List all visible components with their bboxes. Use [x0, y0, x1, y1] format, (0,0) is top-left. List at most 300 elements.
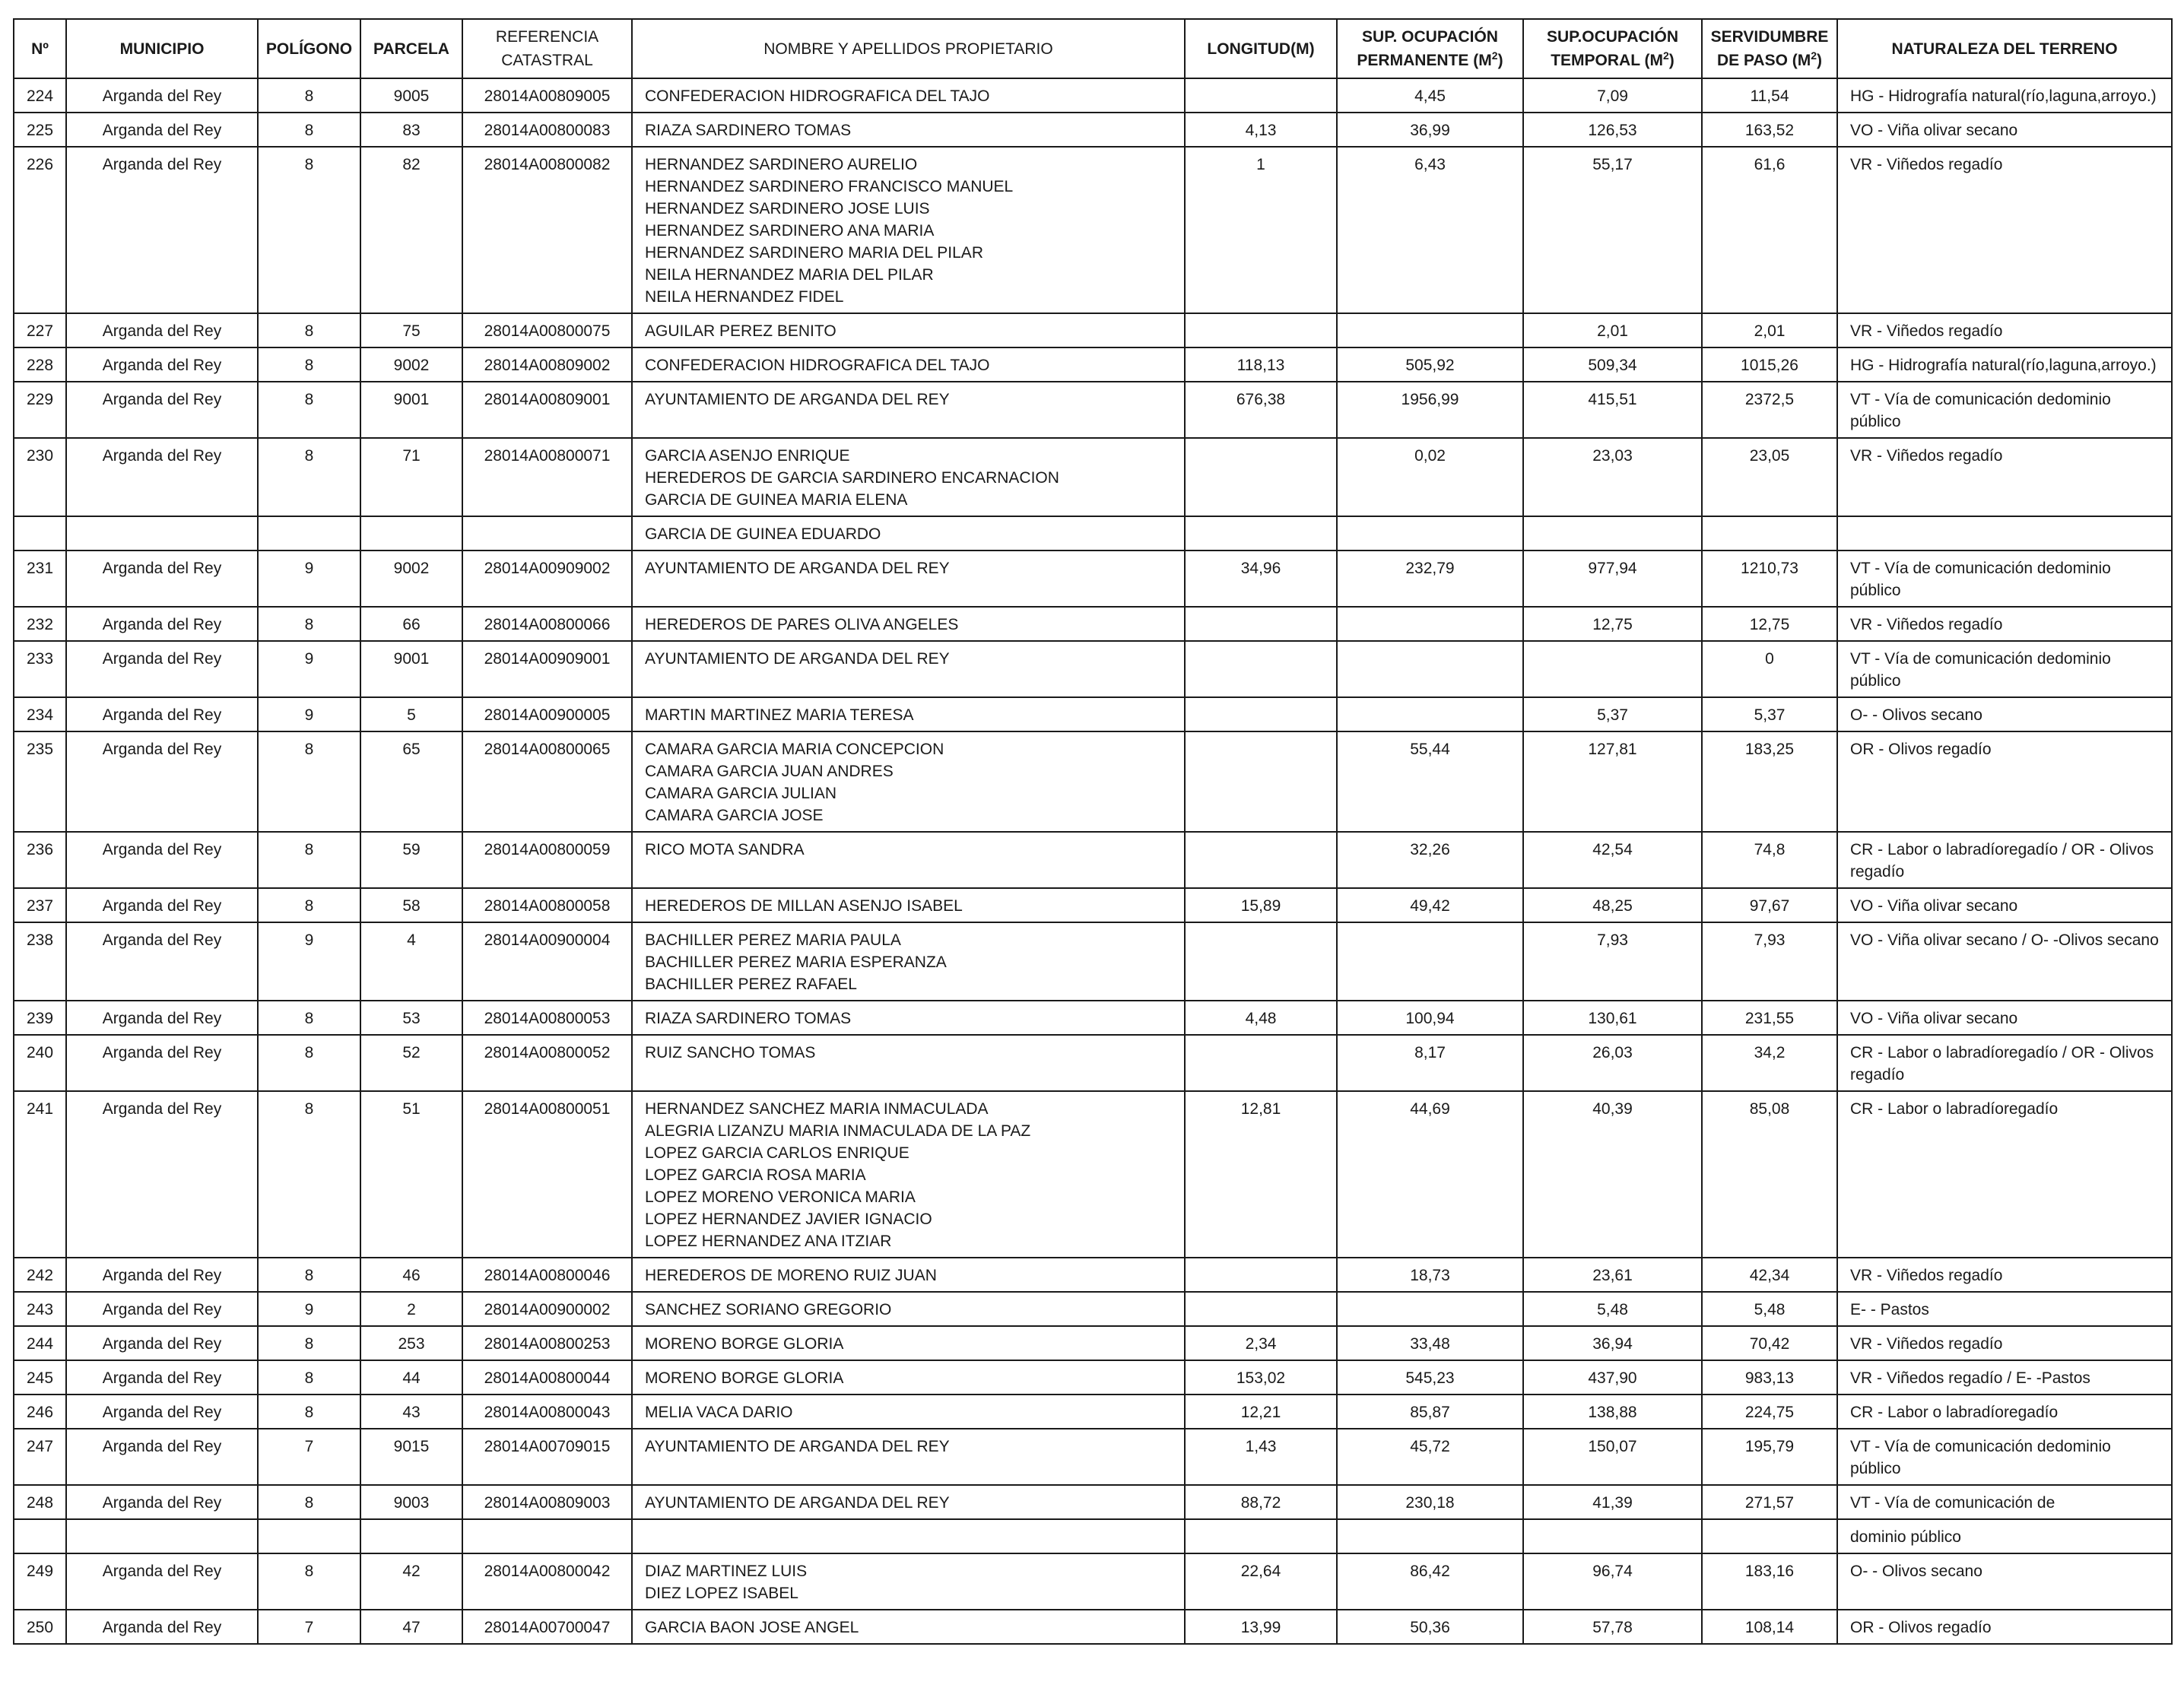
- cell-longitud: 13,99: [1185, 1610, 1337, 1644]
- cell-no: 229: [14, 382, 66, 438]
- cell-no: 240: [14, 1035, 66, 1091]
- cell-referencia: 28014A00709015: [462, 1429, 632, 1485]
- cell-naturaleza: VT - Vía de comunicación dedominio público: [1837, 551, 2172, 607]
- cell-owners: AYUNTAMIENTO DE ARGANDA DEL REY: [632, 1485, 1185, 1519]
- cell-naturaleza: VR - Viñedos regadío: [1837, 313, 2172, 347]
- cell-naturaleza: VT - Vía de comunicación dedominio público: [1837, 641, 2172, 697]
- cell-longitud: [1185, 516, 1337, 551]
- cell-naturaleza: O- - Olivos secano: [1837, 697, 2172, 731]
- cell-owners: GARCIA BAON JOSE ANGEL: [632, 1610, 1185, 1644]
- cell-parcela: 83: [360, 113, 462, 147]
- cell-sup-permanente: 18,73: [1337, 1258, 1523, 1292]
- cell-municipio: Arganda del Rey: [66, 607, 258, 641]
- cell-sup-temporal: 5,37: [1523, 697, 1702, 731]
- header-sup-permanente: [1337, 19, 1523, 78]
- cell-referencia: 28014A00800042: [462, 1553, 632, 1610]
- cell-servidumbre: 7,93: [1702, 922, 1837, 1001]
- cell-parcela: 75: [360, 313, 462, 347]
- cell-municipio: Arganda del Rey: [66, 1292, 258, 1326]
- cell-municipio: Arganda del Rey: [66, 551, 258, 607]
- cell-servidumbre: 85,08: [1702, 1091, 1837, 1258]
- cell-owners: RUIZ SANCHO TOMAS: [632, 1035, 1185, 1091]
- cell-longitud: [1185, 1258, 1337, 1292]
- cell-owners: CONFEDERACION HIDROGRAFICA DEL TAJO: [632, 78, 1185, 113]
- cell-servidumbre: 5,48: [1702, 1292, 1837, 1326]
- cell-sup-temporal: 7,93: [1523, 922, 1702, 1001]
- cell-owners: AYUNTAMIENTO DE ARGANDA DEL REY: [632, 1429, 1185, 1485]
- cell-municipio: Arganda del Rey: [66, 1610, 258, 1644]
- cell-referencia: 28014A00800053: [462, 1001, 632, 1035]
- cell-referencia: 28014A00800046: [462, 1258, 632, 1292]
- cell-municipio: Arganda del Rey: [66, 1553, 258, 1610]
- table-row: [14, 1485, 2172, 1519]
- table-row: [14, 641, 2172, 697]
- cell-sup-temporal: 40,39: [1523, 1091, 1702, 1258]
- table-row: [14, 1553, 2172, 1610]
- cell-poligono: 8: [258, 113, 360, 147]
- cell-sup-permanente: [1337, 697, 1523, 731]
- cell-no: 232: [14, 607, 66, 641]
- cell-sup-permanente: 100,94: [1337, 1001, 1523, 1035]
- cell-owners: RIAZA SARDINERO TOMAS: [632, 1001, 1185, 1035]
- cell-municipio: Arganda del Rey: [66, 1326, 258, 1360]
- cell-poligono: 8: [258, 888, 360, 922]
- cell-parcela: 52: [360, 1035, 462, 1091]
- cell-sup-temporal: 126,53: [1523, 113, 1702, 147]
- cell-longitud: [1185, 731, 1337, 832]
- cell-sup-temporal: 57,78: [1523, 1610, 1702, 1644]
- cell-longitud: 88,72: [1185, 1485, 1337, 1519]
- cell-sup-temporal: 55,17: [1523, 147, 1702, 313]
- header-no: Nº: [14, 19, 66, 78]
- cell-servidumbre: [1702, 1519, 1837, 1553]
- cell-sup-temporal: 5,48: [1523, 1292, 1702, 1326]
- cell-servidumbre: 195,79: [1702, 1429, 1837, 1485]
- cell-sup-permanente: 50,36: [1337, 1610, 1523, 1644]
- cell-servidumbre: 2,01: [1702, 313, 1837, 347]
- table-row: [14, 1091, 2172, 1258]
- cell-parcela: 44: [360, 1360, 462, 1395]
- table-row: [14, 1001, 2172, 1035]
- cell-no: 238: [14, 922, 66, 1001]
- cell-parcela: 59: [360, 832, 462, 888]
- cell-longitud: 12,21: [1185, 1395, 1337, 1429]
- cell-no: 239: [14, 1001, 66, 1035]
- cell-longitud: 22,64: [1185, 1553, 1337, 1610]
- cell-sup-permanente: 232,79: [1337, 551, 1523, 607]
- table-row: [14, 888, 2172, 922]
- header-naturaleza: NATURALEZA DEL TERRENO: [1837, 19, 2172, 78]
- cell-sup-permanente: 55,44: [1337, 731, 1523, 832]
- cell-servidumbre: 224,75: [1702, 1395, 1837, 1429]
- cell-municipio: Arganda del Rey: [66, 347, 258, 382]
- cell-owners: HEREDEROS DE MORENO RUIZ JUAN: [632, 1258, 1185, 1292]
- cell-naturaleza: dominio público: [1837, 1519, 2172, 1553]
- cell-poligono: 8: [258, 147, 360, 313]
- cell-referencia: 28014A00800075: [462, 313, 632, 347]
- cell-no: 226: [14, 147, 66, 313]
- cell-sup-permanente: [1337, 1519, 1523, 1553]
- cell-longitud: 676,38: [1185, 382, 1337, 438]
- cell-owners: HEREDEROS DE PARES OLIVA ANGELES: [632, 607, 1185, 641]
- cell-naturaleza: VO - Viña olivar secano: [1837, 888, 2172, 922]
- cell-longitud: 118,13: [1185, 347, 1337, 382]
- cell-parcela: 9002: [360, 551, 462, 607]
- cell-no: 242: [14, 1258, 66, 1292]
- header-sup-permanente-label: SUP. OCUPACIÓN PERMANENTE (M: [1357, 28, 1498, 69]
- cell-municipio: Arganda del Rey: [66, 641, 258, 697]
- cell-owners: GARCIA DE GUINEA EDUARDO: [632, 516, 1185, 551]
- table-row: [14, 382, 2172, 438]
- cell-referencia: 28014A00800071: [462, 438, 632, 516]
- cell-sup-temporal: [1523, 1519, 1702, 1553]
- cell-poligono: 8: [258, 607, 360, 641]
- cell-servidumbre: 2372,5: [1702, 382, 1837, 438]
- cell-poligono: 8: [258, 832, 360, 888]
- cell-longitud: [1185, 1035, 1337, 1091]
- cell-parcela: 66: [360, 607, 462, 641]
- cell-longitud: 1,43: [1185, 1429, 1337, 1485]
- cell-sup-temporal: 26,03: [1523, 1035, 1702, 1091]
- cell-sup-temporal: 36,94: [1523, 1326, 1702, 1360]
- cell-servidumbre: 183,25: [1702, 731, 1837, 832]
- cell-parcela: 53: [360, 1001, 462, 1035]
- cell-naturaleza: VR - Viñedos regadío: [1837, 1258, 2172, 1292]
- table-row: [14, 607, 2172, 641]
- cell-servidumbre: 97,67: [1702, 888, 1837, 922]
- cell-municipio: Arganda del Rey: [66, 1258, 258, 1292]
- cell-sup-temporal: 150,07: [1523, 1429, 1702, 1485]
- table-row: [14, 1519, 2172, 1553]
- cell-parcela: 65: [360, 731, 462, 832]
- cell-referencia: 28014A00800044: [462, 1360, 632, 1395]
- header-longitud: LONGITUD(M): [1185, 19, 1337, 78]
- cell-owners: DIAZ MARTINEZ LUIS DIEZ LOPEZ ISABEL: [632, 1553, 1185, 1610]
- cell-servidumbre: 12,75: [1702, 607, 1837, 641]
- cell-parcela: 82: [360, 147, 462, 313]
- cell-municipio: Arganda del Rey: [66, 922, 258, 1001]
- cell-parcela: 9001: [360, 382, 462, 438]
- cell-municipio: Arganda del Rey: [66, 147, 258, 313]
- cell-referencia: 28014A00900004: [462, 922, 632, 1001]
- cell-no: 224: [14, 78, 66, 113]
- cell-municipio: Arganda del Rey: [66, 1001, 258, 1035]
- cell-referencia: 28014A00800052: [462, 1035, 632, 1091]
- cell-longitud: [1185, 78, 1337, 113]
- cell-owners: CAMARA GARCIA MARIA CONCEPCION CAMARA GARCIA JUAN ANDRES CAMARA GARCIA JULIAN CAMARA GARCIA JOSE: [632, 731, 1185, 832]
- cell-naturaleza: VR - Viñedos regadío: [1837, 607, 2172, 641]
- cell-owners: MORENO BORGE GLORIA: [632, 1360, 1185, 1395]
- cell-parcela: 5: [360, 697, 462, 731]
- cell-no: [14, 1519, 66, 1553]
- cell-naturaleza: CR - Labor o labradíoregadío: [1837, 1395, 2172, 1429]
- cell-naturaleza: VR - Viñedos regadío: [1837, 438, 2172, 516]
- cell-owners: AYUNTAMIENTO DE ARGANDA DEL REY: [632, 551, 1185, 607]
- cell-parcela: 47: [360, 1610, 462, 1644]
- cell-municipio: Arganda del Rey: [66, 438, 258, 516]
- cell-sup-temporal: 2,01: [1523, 313, 1702, 347]
- cell-longitud: 4,13: [1185, 113, 1337, 147]
- cell-municipio: Arganda del Rey: [66, 382, 258, 438]
- cell-poligono: 9: [258, 551, 360, 607]
- cell-referencia: 28014A00900002: [462, 1292, 632, 1326]
- cell-referencia: 28014A00809002: [462, 347, 632, 382]
- cell-referencia: 28014A00800083: [462, 113, 632, 147]
- cell-parcela: 9003: [360, 1485, 462, 1519]
- header-row: [14, 19, 2172, 78]
- table-row: [14, 516, 2172, 551]
- cell-sup-temporal: 41,39: [1523, 1485, 1702, 1519]
- cell-sup-permanente: 545,23: [1337, 1360, 1523, 1395]
- header-sup-temporal-label: SUP.OCUPACIÓN TEMPORAL (M: [1546, 28, 1679, 69]
- cell-servidumbre: 183,16: [1702, 1553, 1837, 1610]
- cell-servidumbre: 70,42: [1702, 1326, 1837, 1360]
- cell-no: 230: [14, 438, 66, 516]
- cell-municipio: Arganda del Rey: [66, 78, 258, 113]
- table-row: [14, 1429, 2172, 1485]
- cell-owners: BACHILLER PEREZ MARIA PAULA BACHILLER PEREZ MARIA ESPERANZA BACHILLER PEREZ RAFAEL: [632, 922, 1185, 1001]
- cell-servidumbre: 231,55: [1702, 1001, 1837, 1035]
- cell-sup-permanente: [1337, 313, 1523, 347]
- cell-sup-permanente: [1337, 922, 1523, 1001]
- cell-longitud: [1185, 313, 1337, 347]
- cell-servidumbre: 61,6: [1702, 147, 1837, 313]
- cell-poligono: 8: [258, 438, 360, 516]
- cell-referencia: 28014A00909001: [462, 641, 632, 697]
- table-row: [14, 347, 2172, 382]
- cell-naturaleza: [1837, 516, 2172, 551]
- cell-servidumbre: 74,8: [1702, 832, 1837, 888]
- cell-servidumbre: 271,57: [1702, 1485, 1837, 1519]
- cell-naturaleza: HG - Hidrografía natural(río,laguna,arroyo.): [1837, 347, 2172, 382]
- cell-referencia: 28014A00900005: [462, 697, 632, 731]
- cell-longitud: [1185, 697, 1337, 731]
- cell-sup-permanente: 86,42: [1337, 1553, 1523, 1610]
- cell-naturaleza: VO - Viña olivar secano: [1837, 113, 2172, 147]
- cell-no: 235: [14, 731, 66, 832]
- cell-poligono: 9: [258, 641, 360, 697]
- cell-owners: AYUNTAMIENTO DE ARGANDA DEL REY: [632, 382, 1185, 438]
- cell-municipio: Arganda del Rey: [66, 1035, 258, 1091]
- cell-poligono: 8: [258, 1091, 360, 1258]
- cell-referencia: 28014A00909002: [462, 551, 632, 607]
- cell-poligono: 8: [258, 347, 360, 382]
- cell-municipio: Arganda del Rey: [66, 697, 258, 731]
- cell-longitud: 34,96: [1185, 551, 1337, 607]
- cell-sup-temporal: 138,88: [1523, 1395, 1702, 1429]
- cell-municipio: [66, 1519, 258, 1553]
- cell-naturaleza: VR - Viñedos regadío / E- -Pastos: [1837, 1360, 2172, 1395]
- cell-servidumbre: 23,05: [1702, 438, 1837, 516]
- cell-sup-temporal: 48,25: [1523, 888, 1702, 922]
- cell-no: 244: [14, 1326, 66, 1360]
- cell-servidumbre: 34,2: [1702, 1035, 1837, 1091]
- cell-naturaleza: O- - Olivos secano: [1837, 1553, 2172, 1610]
- cell-sup-permanente: 8,17: [1337, 1035, 1523, 1091]
- cell-poligono: 7: [258, 1429, 360, 1485]
- header-parcela: PARCELA: [360, 19, 462, 78]
- cell-no: 231: [14, 551, 66, 607]
- table-row: [14, 313, 2172, 347]
- cell-parcela: [360, 516, 462, 551]
- cell-referencia: 28014A00800051: [462, 1091, 632, 1258]
- cell-servidumbre: 0: [1702, 641, 1837, 697]
- cell-poligono: 8: [258, 1035, 360, 1091]
- cell-referencia: 28014A00809001: [462, 382, 632, 438]
- table-row: [14, 731, 2172, 832]
- cell-no: 248: [14, 1485, 66, 1519]
- cell-poligono: 9: [258, 922, 360, 1001]
- cell-sup-temporal: 12,75: [1523, 607, 1702, 641]
- table-row: [14, 1035, 2172, 1091]
- table-row: [14, 1610, 2172, 1644]
- cell-poligono: 9: [258, 697, 360, 731]
- cell-naturaleza: VR - Viñedos regadío: [1837, 1326, 2172, 1360]
- cell-poligono: [258, 516, 360, 551]
- cell-no: 234: [14, 697, 66, 731]
- cell-sup-permanente: 6,43: [1337, 147, 1523, 313]
- header-sup-temporal: [1523, 19, 1702, 78]
- cell-poligono: 8: [258, 382, 360, 438]
- cell-no: 225: [14, 113, 66, 147]
- cell-sup-permanente: 0,02: [1337, 438, 1523, 516]
- cell-sup-permanente: 36,99: [1337, 113, 1523, 147]
- cell-referencia: 28014A00809003: [462, 1485, 632, 1519]
- cell-servidumbre: [1702, 516, 1837, 551]
- header-servidumbre-label: SERVIDUMBRE DE PASO (M: [1710, 28, 1829, 69]
- cell-naturaleza: VT - Vía de comunicación dedominio público: [1837, 382, 2172, 438]
- cell-referencia: 28014A00800066: [462, 607, 632, 641]
- cell-municipio: [66, 516, 258, 551]
- cell-parcela: 9002: [360, 347, 462, 382]
- cell-municipio: Arganda del Rey: [66, 731, 258, 832]
- cell-sup-permanente: 45,72: [1337, 1429, 1523, 1485]
- cell-longitud: [1185, 832, 1337, 888]
- cell-municipio: Arganda del Rey: [66, 1091, 258, 1258]
- table-row: [14, 1326, 2172, 1360]
- cell-parcela: 9001: [360, 641, 462, 697]
- cell-no: 249: [14, 1553, 66, 1610]
- cell-poligono: [258, 1519, 360, 1553]
- cell-referencia: 28014A00800065: [462, 731, 632, 832]
- cell-parcela: 71: [360, 438, 462, 516]
- cell-sup-permanente: 33,48: [1337, 1326, 1523, 1360]
- cell-no: 236: [14, 832, 66, 888]
- table-row: [14, 1258, 2172, 1292]
- cell-no: 227: [14, 313, 66, 347]
- cell-sup-permanente: 85,87: [1337, 1395, 1523, 1429]
- cell-naturaleza: OR - Olivos regadío: [1837, 1610, 2172, 1644]
- cell-municipio: Arganda del Rey: [66, 832, 258, 888]
- cell-owners: RIAZA SARDINERO TOMAS: [632, 113, 1185, 147]
- cell-naturaleza: VR - Viñedos regadío: [1837, 147, 2172, 313]
- cell-sup-permanente: 4,45: [1337, 78, 1523, 113]
- cell-parcela: 9015: [360, 1429, 462, 1485]
- cell-no: 245: [14, 1360, 66, 1395]
- cell-owners: MORENO BORGE GLORIA: [632, 1326, 1185, 1360]
- cell-sup-temporal: 96,74: [1523, 1553, 1702, 1610]
- cell-referencia: 28014A00800253: [462, 1326, 632, 1360]
- cell-poligono: 8: [258, 1360, 360, 1395]
- cell-poligono: 8: [258, 1485, 360, 1519]
- cell-owners: AGUILAR PEREZ BENITO: [632, 313, 1185, 347]
- cell-longitud: 4,48: [1185, 1001, 1337, 1035]
- cell-poligono: 9: [258, 1292, 360, 1326]
- unit-close: ): [1668, 52, 1675, 69]
- cell-naturaleza: HG - Hidrografía natural(río,laguna,arroyo.): [1837, 78, 2172, 113]
- cell-poligono: 8: [258, 78, 360, 113]
- cell-no: 243: [14, 1292, 66, 1326]
- table-row: [14, 832, 2172, 888]
- cell-sup-permanente: 230,18: [1337, 1485, 1523, 1519]
- cell-parcela: 51: [360, 1091, 462, 1258]
- cell-naturaleza: VT - Vía de comunicación de: [1837, 1485, 2172, 1519]
- cell-parcela: 253: [360, 1326, 462, 1360]
- cell-sup-permanente: 505,92: [1337, 347, 1523, 382]
- cell-sup-permanente: [1337, 1292, 1523, 1326]
- cell-sup-permanente: 32,26: [1337, 832, 1523, 888]
- table-row: [14, 1395, 2172, 1429]
- table-row: [14, 113, 2172, 147]
- cell-sup-temporal: 23,61: [1523, 1258, 1702, 1292]
- header-referencia: REFERENCIA CATASTRAL: [462, 19, 632, 78]
- cell-sup-temporal: 437,90: [1523, 1360, 1702, 1395]
- header-servidumbre: [1702, 19, 1837, 78]
- cell-municipio: Arganda del Rey: [66, 1360, 258, 1395]
- unit-exponent: 2: [1491, 49, 1498, 62]
- cell-no: [14, 516, 66, 551]
- cell-owners: HERNANDEZ SANCHEZ MARIA INMACULADA ALEGRIA LIZANZU MARIA INMACULADA DE LA PAZ LOPEZ GARCIA CARLOS ENRIQUE LOPEZ GARCIA ROSA MARIA LOPEZ MORENO VERONICA MARIA LOPEZ HERNANDEZ JAVIER IGNACIO LOPEZ HERNANDEZ ANA ITZIAR: [632, 1091, 1185, 1258]
- cell-naturaleza: CR - Labor o labradíoregadío / OR - Olivos regadío: [1837, 1035, 2172, 1091]
- cell-sup-permanente: [1337, 641, 1523, 697]
- header-municipio: MUNICIPIO: [66, 19, 258, 78]
- cell-sup-temporal: 7,09: [1523, 78, 1702, 113]
- cell-sup-temporal: 23,03: [1523, 438, 1702, 516]
- table-row: [14, 438, 2172, 516]
- table-row: [14, 1360, 2172, 1395]
- cell-servidumbre: 42,34: [1702, 1258, 1837, 1292]
- unit-close: ): [1817, 52, 1823, 69]
- cell-municipio: Arganda del Rey: [66, 1395, 258, 1429]
- cell-owners: SANCHEZ SORIANO GREGORIO: [632, 1292, 1185, 1326]
- cell-servidumbre: 108,14: [1702, 1610, 1837, 1644]
- cell-naturaleza: E- - Pastos: [1837, 1292, 2172, 1326]
- header-poligono: POLÍGONO: [258, 19, 360, 78]
- cell-naturaleza: CR - Labor o labradíoregadío / OR - Olivos regadío: [1837, 832, 2172, 888]
- cell-sup-permanente: [1337, 516, 1523, 551]
- cell-poligono: 8: [258, 731, 360, 832]
- cell-parcela: 42: [360, 1553, 462, 1610]
- cell-parcela: 9005: [360, 78, 462, 113]
- cell-owners: HERNANDEZ SARDINERO AURELIO HERNANDEZ SARDINERO FRANCISCO MANUEL HERNANDEZ SARDINERO JOSE LUIS HERNANDEZ SARDINERO ANA MARIA HERNANDEZ SARDINERO MARIA DEL PILAR NEILA HERNANDEZ MARIA DEL PILAR NEILA HERNANDEZ FIDEL: [632, 147, 1185, 313]
- table-row: [14, 147, 2172, 313]
- cell-referencia: 28014A00800059: [462, 832, 632, 888]
- cell-sup-temporal: 509,34: [1523, 347, 1702, 382]
- cell-referencia: 28014A00800058: [462, 888, 632, 922]
- unit-close: ): [1497, 52, 1503, 69]
- cell-sup-temporal: 130,61: [1523, 1001, 1702, 1035]
- cell-naturaleza: VO - Viña olivar secano / O- -Olivos secano: [1837, 922, 2172, 1001]
- cell-parcela: 43: [360, 1395, 462, 1429]
- cell-longitud: 153,02: [1185, 1360, 1337, 1395]
- cell-servidumbre: 11,54: [1702, 78, 1837, 113]
- cell-owners: GARCIA ASENJO ENRIQUE HEREDEROS DE GARCIA SARDINERO ENCARNACION GARCIA DE GUINEA MARIA ELENA: [632, 438, 1185, 516]
- cell-sup-temporal: 415,51: [1523, 382, 1702, 438]
- cell-naturaleza: VO - Viña olivar secano: [1837, 1001, 2172, 1035]
- cell-longitud: 2,34: [1185, 1326, 1337, 1360]
- cell-longitud: 12,81: [1185, 1091, 1337, 1258]
- cell-longitud: [1185, 607, 1337, 641]
